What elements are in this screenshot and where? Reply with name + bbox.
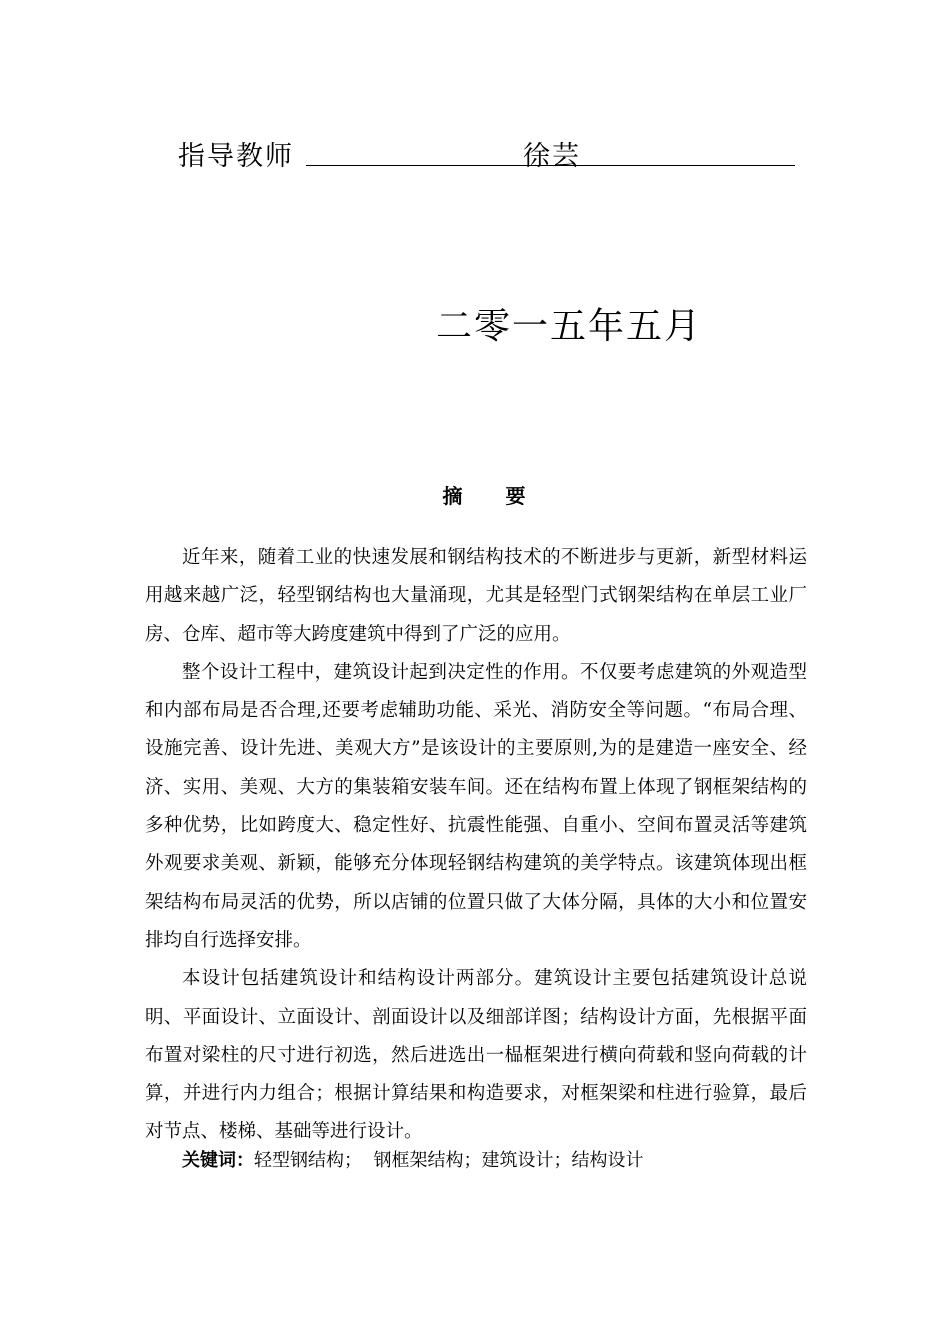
abstract-paragraph: 本设计包括建筑设计和结构设计两部分。建筑设计主要包括建筑设计总说明、平面设计、立面设计、剖面设计以及细部详图；结构设计方面，先根据平面布置对梁柱的尺寸进行初选，然后进选出一榀框架进行横向荷载和竖向荷载的计算，并进行内力组合；根据计算结果和构造要求，对框架梁和柱进行验算，最后对节点、楼梯、基础等进行设计。 xyxy=(145,968,807,1143)
advisor-line xyxy=(178,132,798,172)
keywords-line xyxy=(182,1146,643,1172)
advisor-label: 指导教师 xyxy=(178,141,294,172)
abstract-paragraph: 整个设计工程中，建筑设计起到决定性的作用。不仅要考虑建筑的外观造型和内部布局是否合理,还要考虑辅助功能、采光、消防安全等问题。“布局合理、设施完善、设计先进、美观大方”是该设计的主要原则,为的是建造一座安全、经济、实用、美观、大方的集装箱安装车间。还在结构布置上体现了钢框架结构的多种优势，比如跨度大、稳定性好、抗震性能强、自重小、空间布置灵活等建筑外观要求美观、新颖，能够充分体现轻钢结构建筑的美学特点。该建筑体现出框架结构布局灵活的优势，所以店铺的位置只做了大体分隔，具体的大小和位置安排均自行选择安排。 xyxy=(145,661,807,951)
abstract-body xyxy=(145,539,807,1152)
keywords-label: 关键词： xyxy=(182,1150,254,1171)
advisor-name: 徐芸 xyxy=(523,141,581,172)
abstract-title: 摘 要 xyxy=(442,484,544,508)
date: 二零一五年五月 xyxy=(436,306,703,347)
keywords-text: 轻型钢结构； 钢框架结构；建筑设计；结构设计 xyxy=(254,1150,644,1171)
abstract-paragraph: 近年来，随着工业的快速发展和钢结构技术的不断进步与更新，新型材料运用越来越广泛，轻型钢结构也大量涌现，尤其是轻型门式钢架结构在单层工业厂房、仓库、超市等大跨度建筑中得到了广泛的应用。 xyxy=(145,547,807,645)
